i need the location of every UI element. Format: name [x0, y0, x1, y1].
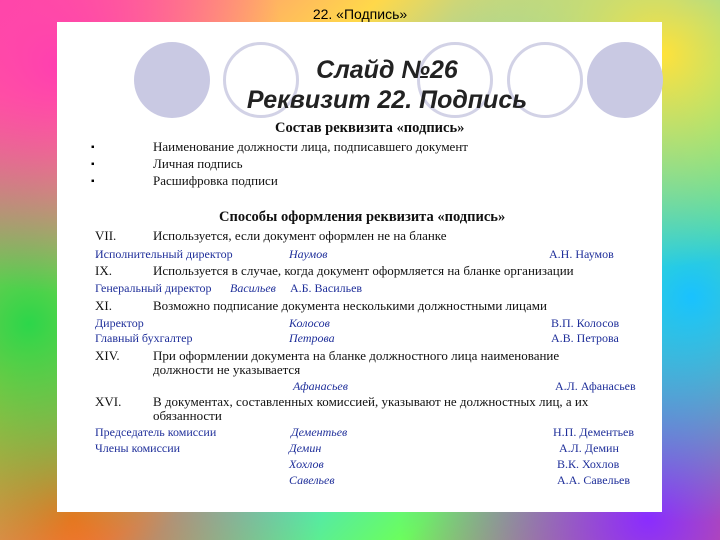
composition-item-1: Наименование должности лица, подписавшего документ [153, 139, 468, 154]
example-name: А.Л. Афанасьев [555, 379, 636, 393]
example-signature: Колосов [289, 316, 330, 330]
example-position: Члены комиссии [95, 441, 181, 455]
example-name: А.Л. Демин [559, 441, 619, 455]
example-name: А.А. Савельев [557, 473, 631, 487]
slide-title-line1: Слайд №26 [316, 56, 458, 84]
bullet-2: ▪ [91, 159, 95, 170]
example-name: А.Н. Наумов [549, 247, 614, 261]
entry-text-cont: обязанности [153, 408, 222, 423]
example-signature: Демин [289, 441, 322, 455]
entry-text-cont: должности не указывается [153, 362, 301, 377]
example-signature: Савельев [289, 473, 335, 487]
example-name: А.В. Петрова [551, 331, 619, 345]
example-signature: Наумов [289, 247, 328, 261]
example-position: Генеральный директор [95, 281, 212, 295]
bullet-3: ▪ [91, 176, 95, 187]
example-position: Председатель комиссии [95, 425, 217, 439]
composition-item-2: Личная подпись [153, 156, 243, 171]
example-signature: Петрова [289, 331, 335, 345]
decor-circle-5 [587, 42, 663, 118]
composition-heading: Состав реквизита «подпись» [275, 120, 465, 136]
example-position: Директор [95, 316, 144, 330]
entry-text: Используется в случае, когда документ оформляется на бланке организации [153, 263, 574, 278]
entry-num: XI. [95, 298, 112, 313]
example-position: Исполнительный директор [95, 247, 233, 261]
example-name: А.Б. Васильев [290, 281, 363, 295]
example-signature: Афанасьев [293, 379, 348, 393]
example-signature: Хохлов [289, 457, 324, 471]
entry-num: VII. [95, 228, 117, 243]
example-name: Н.П. Дементьев [553, 425, 635, 439]
example-position: Главный бухгалтер [95, 331, 193, 345]
entry-text: При оформлении документа на бланке должностного лица наименование [153, 348, 560, 363]
entry-num: IX. [95, 263, 112, 278]
example-name: В.П. Колосов [551, 316, 620, 330]
methods-heading: Способы оформления реквизита «подпись» [219, 209, 506, 225]
bullet-1: ▪ [91, 142, 95, 153]
entry-text: В документах, составленных комиссией, указывают не должностных лиц, а их [153, 394, 589, 409]
slide-title-line2: Реквизит 22. Подпись [246, 86, 528, 114]
entry-num: XVI. [95, 394, 122, 409]
slide-caption: 22. «Подпись» [312, 6, 408, 22]
document-page [57, 22, 662, 512]
example-name: В.К. Хохлов [557, 457, 620, 471]
entry-text: Возможно подписание документа несколькими должностными лицами [153, 298, 547, 313]
example-signature: Дементьев [291, 425, 348, 439]
example-signature: Васильев [230, 281, 276, 295]
composition-item-3: Расшифровка подписи [153, 173, 278, 188]
entry-text: Используется, если документ оформлен не на бланке [153, 228, 447, 243]
entry-num: XIV. [95, 348, 120, 363]
